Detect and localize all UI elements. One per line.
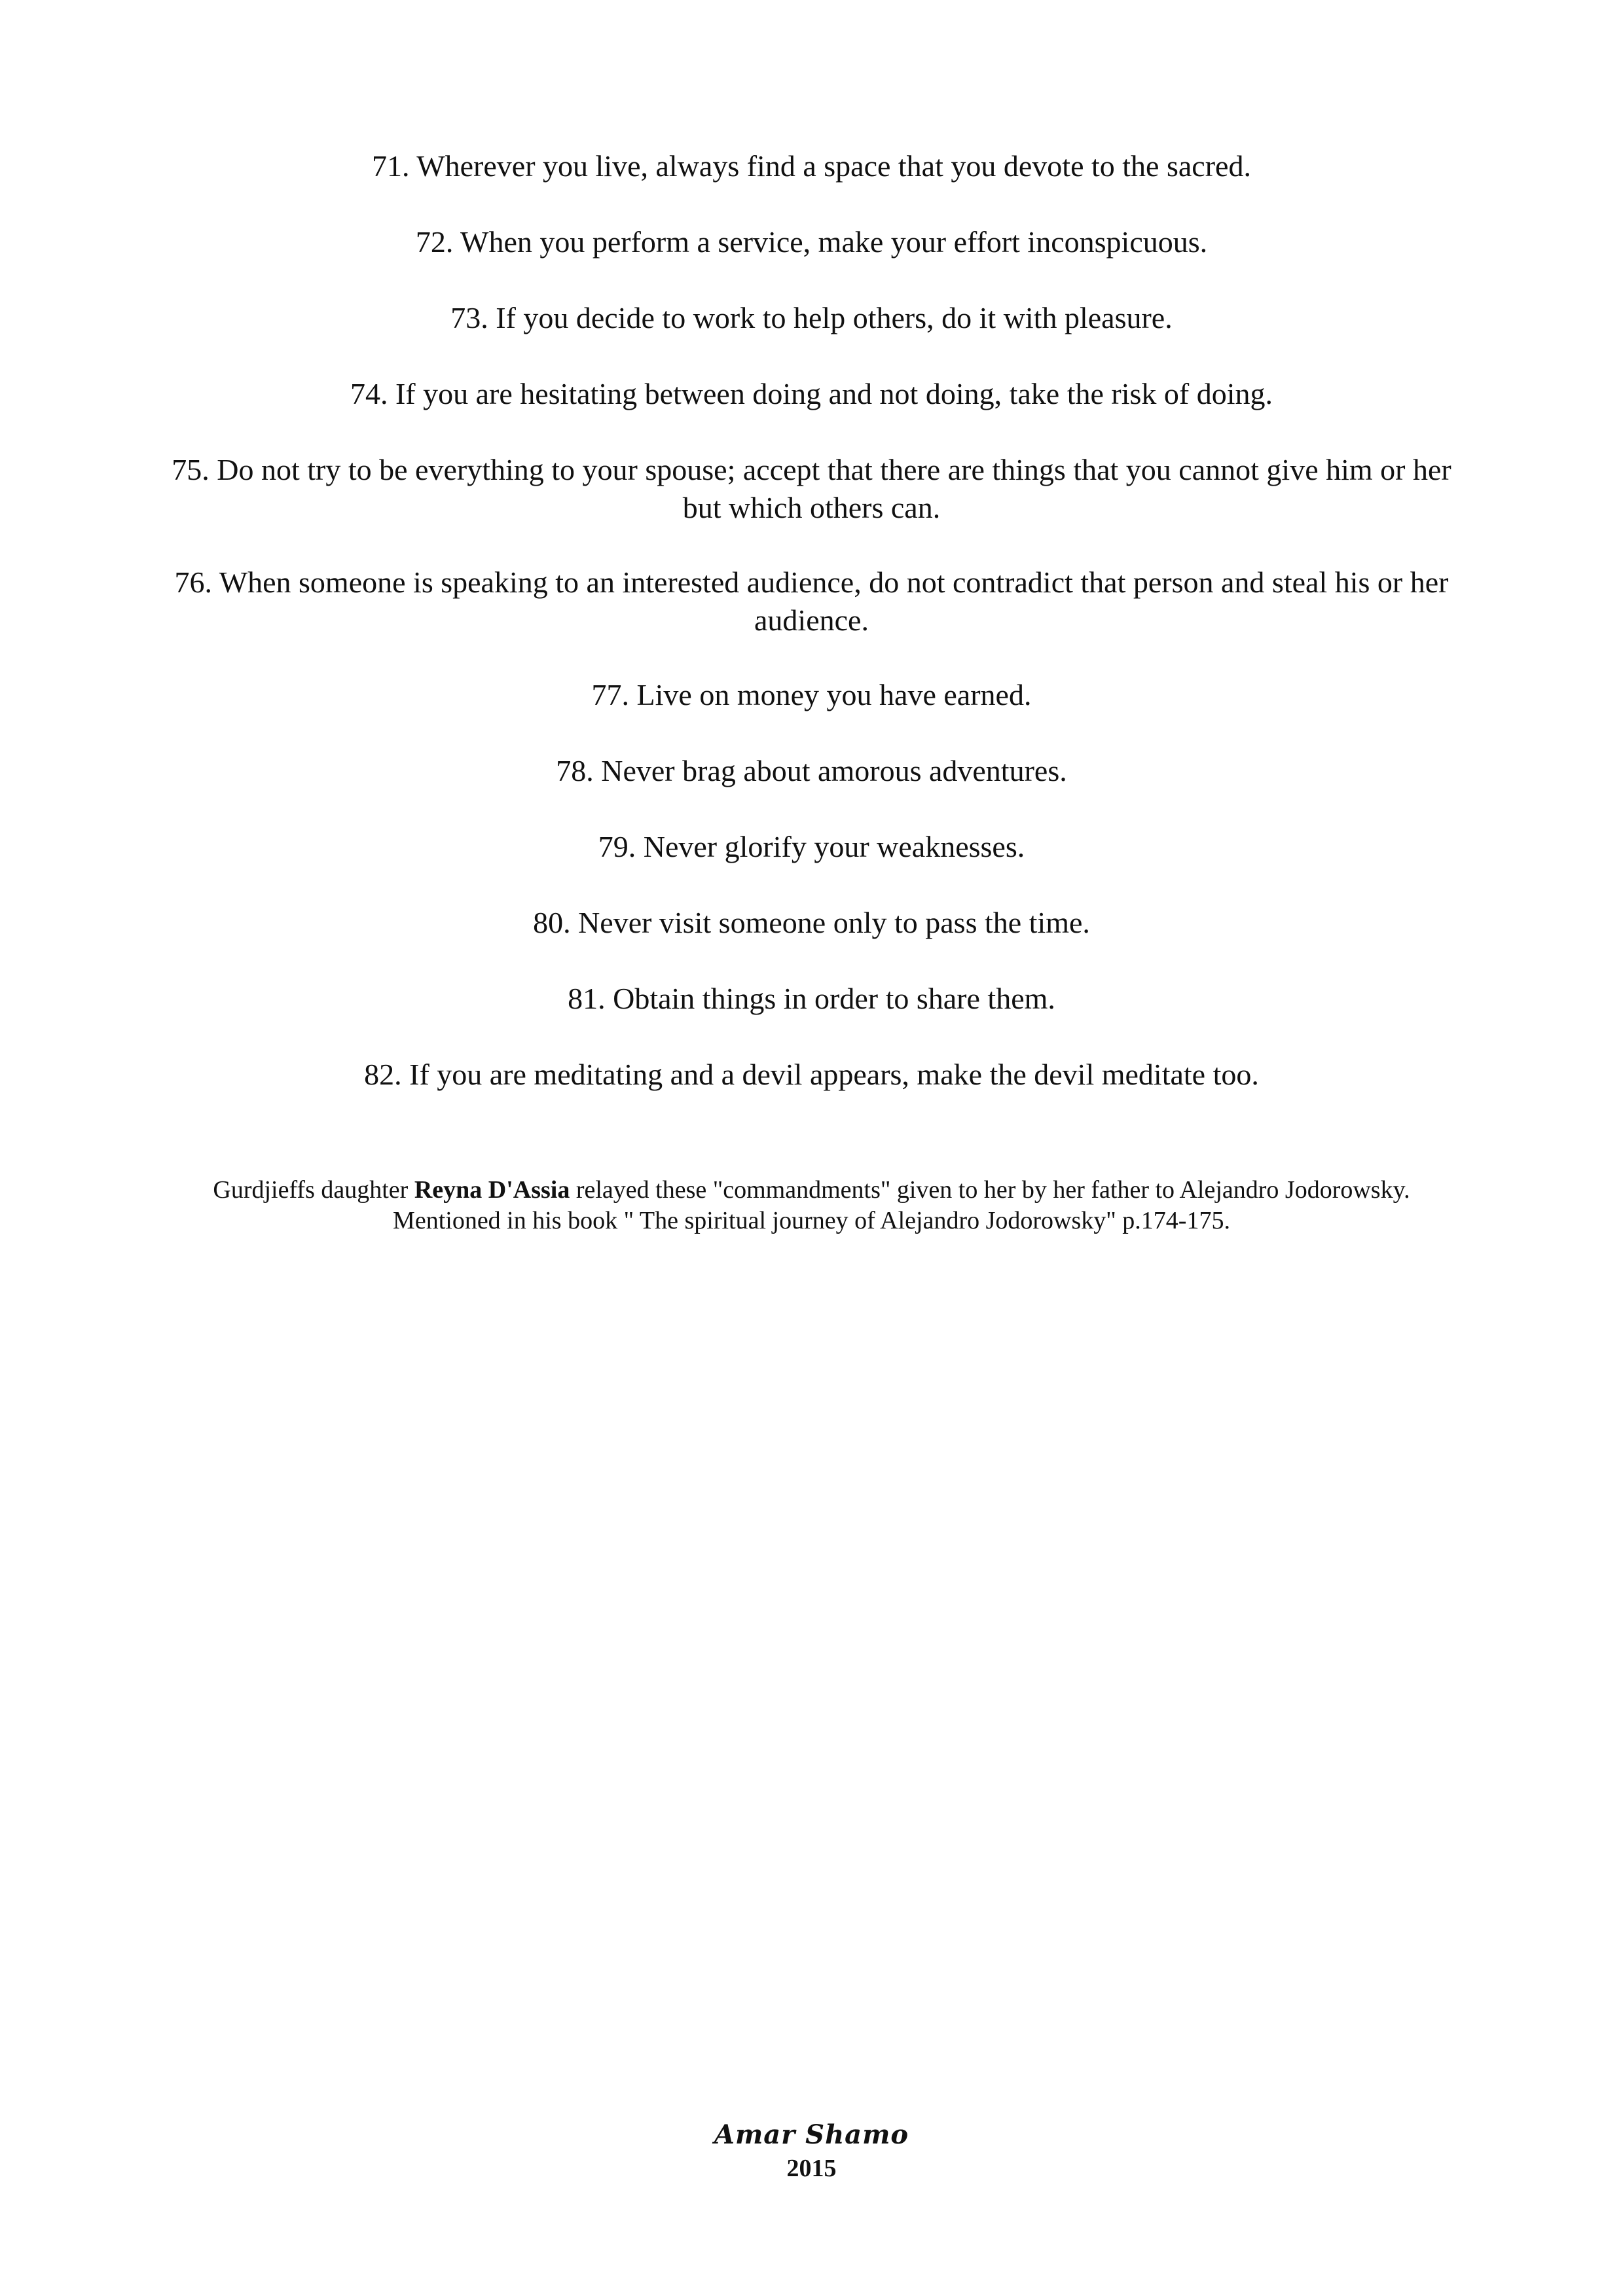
source-note-line1-suffix: relayed these "commandments" given to her by her father to Alejandro Jodorowsky. [570,1176,1410,1204]
commandment-item: 71. Wherever you live, always find a space that you devote to the sacred. [372,149,1251,183]
source-note-line2: Mentioned in his book " The spiritual journey of Alejandro Jodorowsky" p.174-175. [393,1207,1230,1234]
commandment-item: 82. If you are meditating and a devil appears, make the devil meditate too. [364,1058,1259,1091]
commandment-item: 74. If you are hesitating between doing and not doing, take the risk of doing. [350,377,1273,410]
source-note-name: Reyna D'Assia [414,1176,570,1204]
commandments-list [164,147,1459,1132]
author-signature: Amar Shamo [714,2119,909,2150]
commandment-item: 79. Never glorify your weaknesses. [598,830,1025,863]
commandment-item: 77. Live on money you have earned. [591,678,1032,711]
commandment-item: 75. Do not try to be everything to your spouse; accept that there are things that you cannot give him or her but which others can. [172,453,1451,524]
source-note-prefix: Gurdjieffs daughter [213,1176,414,1204]
commandment-item: 72. When you perform a service, make your effort inconspicuous. [415,225,1208,259]
commandment-item: 80. Never visit someone only to pass the time. [533,906,1090,939]
source-note [131,1175,1492,1236]
commandment-item: 81. Obtain things in order to share them. [568,982,1055,1015]
commandment-item: 78. Never brag about amorous adventures. [556,754,1067,787]
commandment-item: 73. If you decide to work to help others, do it with pleasure. [450,301,1173,334]
commandment-item: 76. When someone is speaking to an interested audience, do not contradict that person and steal his or her audience. [174,565,1449,637]
signature-year: 2015 [786,2155,837,2182]
